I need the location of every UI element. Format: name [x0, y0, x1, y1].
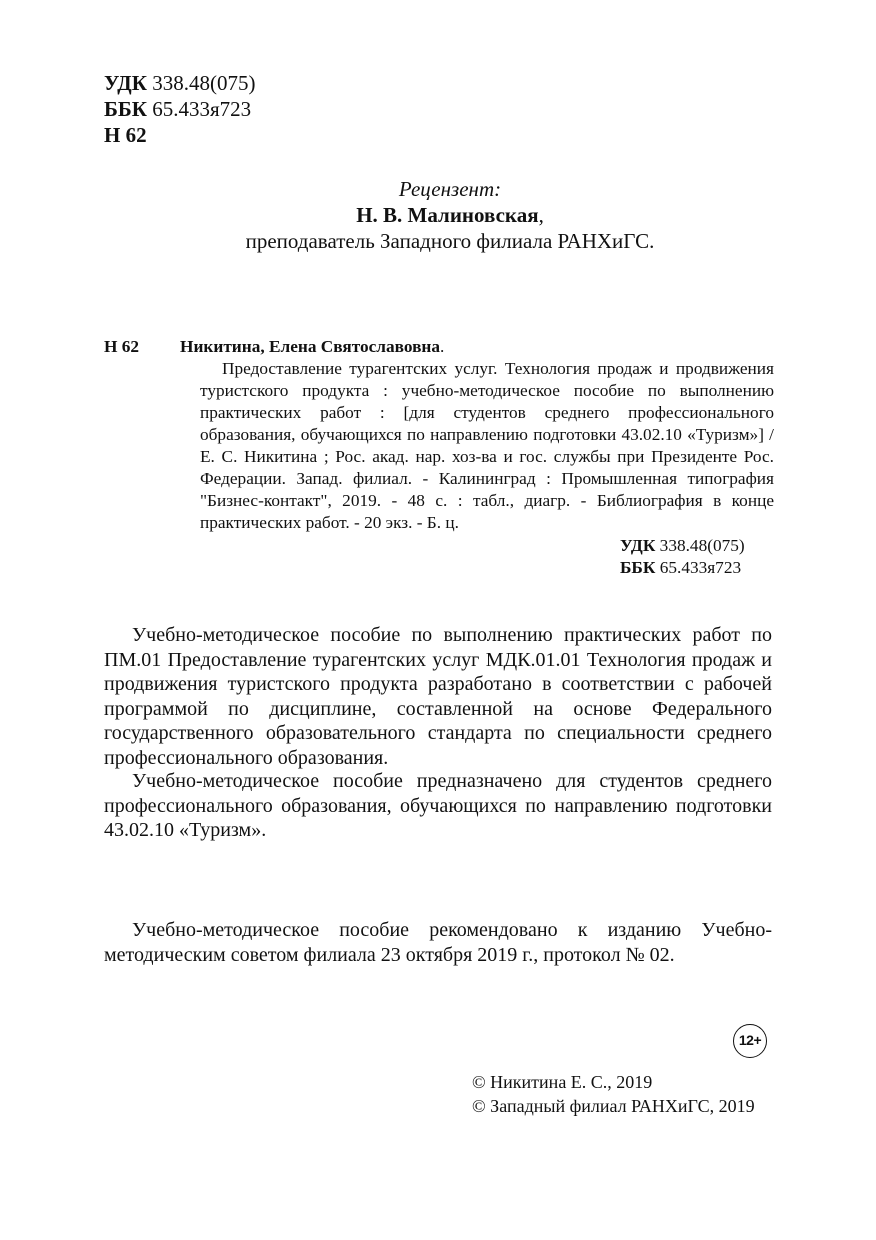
bbk-code: ББК 65.433я723: [104, 97, 252, 121]
biblio-classification: [620, 535, 774, 579]
age-rating-badge: 12+: [733, 1024, 767, 1058]
biblio-author: Никитина, Елена Святославовна.: [180, 337, 445, 356]
reviewer-name-line: Н. В. Малиновская,: [356, 203, 544, 227]
recommendation-paragraph: Учебно-методическое пособие рекомендовано к изданию Учебно-методическим советом филиала 23 октября 2019 г., протокол № 02.: [104, 919, 772, 966]
bibliographic-record: [104, 336, 774, 579]
copyright-author: © Никитина Е. С., 2019: [472, 1072, 653, 1092]
biblio-udk: УДК 338.48(075): [620, 536, 745, 555]
copyright-publisher: © Западный филиал РАНХиГС, 2019: [472, 1096, 755, 1116]
reviewer-name: Н. В. Малиновская: [356, 203, 539, 227]
annotation-paragraph-2: Учебно-методическое пособие предназначено для студентов среднего профессионального образования, обучающихся по направлению подготовки 43.02.10 «Туризм».: [104, 770, 772, 841]
annotation-paragraph-1: Учебно-методическое пособие по выполнению практических работ по ПМ.01 Предоставление турагентских услуг МДК.01.01 Технология продаж и продвижения туристского продукта разработано в соответствии с рабочей программой по дисциплине, составленной на основе Федерального государственного образовательного стандарта по специальности среднего профессионального образования.: [104, 624, 772, 769]
classification-codes: [104, 70, 255, 148]
copyright-block: [472, 1070, 755, 1118]
reviewer-position: преподаватель Западного филиала РАНХиГС.: [245, 229, 655, 253]
biblio-description: Предоставление турагентских услуг. Технология продаж и продвижения туристского продукта : учебно-методическое пособие по выполнению практических работ : [для студентов среднего профессионального образования, обучающихся по направлению подготовки 43.02.10 «Туризм»] / Е. С. Никитина ; Рос. акад. нар. хоз-ва и гос. службы при Президенте Рос. Федерации. Запад. филиал. - Калининград : Промышленная типография "Бизнес-контакт", 2019. - 48 с. : табл., диагр. - Библиография в конце практических работ. - 20 экз. - Б. ц.: [200, 359, 774, 532]
biblio-bbk: ББК 65.433я723: [620, 558, 742, 577]
udk-code: УДК 338.48(075): [104, 71, 256, 95]
author-mark: Н 62: [104, 123, 147, 147]
reviewer-label: Рецензент:: [398, 177, 502, 201]
biblio-code: Н 62: [104, 337, 140, 356]
reviewer-block: [200, 176, 700, 254]
